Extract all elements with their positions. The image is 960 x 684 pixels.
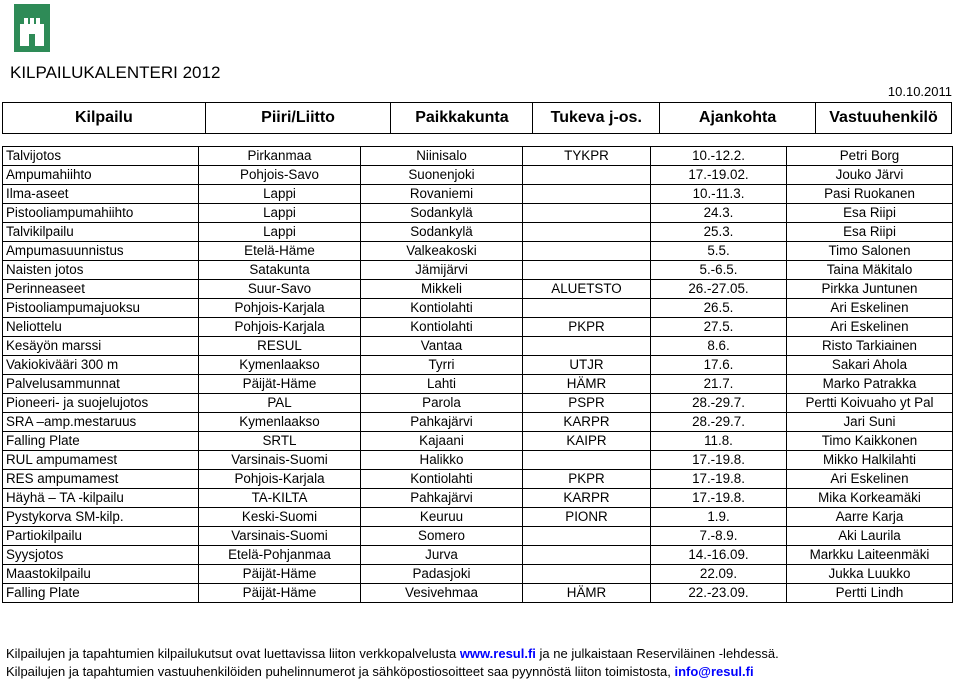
district-cell: Pohjois-Karjala: [199, 470, 361, 489]
location-cell: Somero: [361, 527, 523, 546]
competition-name-cell: Pystykorva SM-kilp.: [3, 508, 199, 527]
column-header-table: [2, 102, 952, 134]
unit-cell: UTJR: [523, 356, 651, 375]
contact-person-cell: Ari Eskelinen: [787, 318, 953, 337]
competition-name-cell: Ilma-aseet: [3, 185, 199, 204]
competition-table: [2, 146, 953, 603]
location-cell: Tyrri: [361, 356, 523, 375]
date-cell: 10.-12.2.: [651, 147, 787, 166]
district-cell: Päijät-Häme: [199, 375, 361, 394]
page-title: KILPAILUKALENTERI 2012: [10, 63, 221, 82]
table-row: [3, 451, 953, 470]
unit-cell: [523, 223, 651, 242]
table-row: [3, 356, 953, 375]
district-cell: Lappi: [199, 185, 361, 204]
date-cell: 17.-19.8.: [651, 451, 787, 470]
table-row: [3, 394, 953, 413]
location-cell: Pahkajärvi: [361, 489, 523, 508]
column-header: Vastuuhenkilö: [816, 103, 952, 134]
unit-cell: KAIPR: [523, 432, 651, 451]
table-row: [3, 166, 953, 185]
table-row: [3, 413, 953, 432]
district-cell: Lappi: [199, 204, 361, 223]
location-cell: Kontiolahti: [361, 318, 523, 337]
location-cell: Kontiolahti: [361, 470, 523, 489]
district-cell: PAL: [199, 394, 361, 413]
footer-note-2: [6, 664, 754, 679]
unit-cell: [523, 527, 651, 546]
date-cell: 5.5.: [651, 242, 787, 261]
date-cell: 11.8.: [651, 432, 787, 451]
table-row: [3, 280, 953, 299]
website-link[interactable]: www.resul.fi: [459, 646, 536, 661]
district-cell: Pohjois-Karjala: [199, 299, 361, 318]
date-cell: 28.-29.7.: [651, 413, 787, 432]
contact-person-cell: Markku Laiteenmäki: [787, 546, 953, 565]
date-cell: 17.-19.02.: [651, 166, 787, 185]
date-cell: 17.-19.8.: [651, 470, 787, 489]
competition-name-cell: Kesäyön marssi: [3, 337, 199, 356]
competition-name-cell: Perinneaseet: [3, 280, 199, 299]
footer-text: Kilpailujen ja tapahtumien kilpailukutsut ovat luettavissa liiton verkkopalvelusta: [6, 646, 460, 661]
competition-name-cell: SRA –amp.mestaruus: [3, 413, 199, 432]
competition-name-cell: Vakiokivääri 300 m: [3, 356, 199, 375]
location-cell: Jämijärvi: [361, 261, 523, 280]
date-cell: 5.-6.5.: [651, 261, 787, 280]
date-cell: 26.-27.05.: [651, 280, 787, 299]
column-header: Paikkakunta: [391, 103, 533, 134]
location-cell: Vesivehmaa: [361, 584, 523, 603]
location-cell: Niinisalo: [361, 147, 523, 166]
unit-cell: PIONR: [523, 508, 651, 527]
footer-note-1: [6, 646, 779, 661]
table-row: [3, 185, 953, 204]
unit-cell: [523, 261, 651, 280]
location-cell: Padasjoki: [361, 565, 523, 584]
unit-cell: [523, 337, 651, 356]
contact-person-cell: Marko Patrakka: [787, 375, 953, 394]
district-cell: Kymenlaakso: [199, 356, 361, 375]
competition-name-cell: Falling Plate: [3, 584, 199, 603]
table-row: [3, 565, 953, 584]
date-cell: 22.09.: [651, 565, 787, 584]
competition-name-cell: Partiokilpailu: [3, 527, 199, 546]
location-cell: Rovaniemi: [361, 185, 523, 204]
location-cell: Parola: [361, 394, 523, 413]
castle-tower-logo: [14, 4, 50, 52]
district-cell: Suur-Savo: [199, 280, 361, 299]
contact-person-cell: Esa Riipi: [787, 223, 953, 242]
competition-name-cell: Talvijotos: [3, 147, 199, 166]
table-row: [3, 242, 953, 261]
date-cell: 27.5.: [651, 318, 787, 337]
competition-table-body: [3, 147, 953, 603]
footer-text: Kilpailujen ja tapahtumien vastuuhenkilöiden puhelinnumerot ja sähköpostiosoitteet saa pyynnöstä liiton toimistosta,: [6, 664, 675, 679]
district-cell: Varsinais-Suomi: [199, 451, 361, 470]
competition-name-cell: Pistooliampumajuoksu: [3, 299, 199, 318]
location-cell: Kontiolahti: [361, 299, 523, 318]
column-header-row: [3, 103, 952, 134]
table-row: [3, 584, 953, 603]
location-cell: Valkeakoski: [361, 242, 523, 261]
unit-cell: [523, 242, 651, 261]
column-header: Ajankohta: [660, 103, 816, 134]
date-cell: 22.-23.09.: [651, 584, 787, 603]
district-cell: Pirkanmaa: [199, 147, 361, 166]
column-header: Piiri/Liitto: [205, 103, 391, 134]
contact-person-cell: Mikko Halkilahti: [787, 451, 953, 470]
contact-person-cell: Taina Mäkitalo: [787, 261, 953, 280]
district-cell: Päijät-Häme: [199, 584, 361, 603]
table-row: [3, 546, 953, 565]
table-row: [3, 527, 953, 546]
date-cell: 7.-8.9.: [651, 527, 787, 546]
contact-person-cell: Sakari Ahola: [787, 356, 953, 375]
location-cell: Sodankylä: [361, 204, 523, 223]
unit-cell: [523, 185, 651, 204]
contact-person-cell: Pirkka Juntunen: [787, 280, 953, 299]
unit-cell: KARPR: [523, 413, 651, 432]
table-row: [3, 147, 953, 166]
location-cell: Lahti: [361, 375, 523, 394]
table-row: [3, 432, 953, 451]
competition-name-cell: Syysjotos: [3, 546, 199, 565]
district-cell: Satakunta: [199, 261, 361, 280]
unit-cell: TYKPR: [523, 147, 651, 166]
competition-name-cell: Naisten jotos: [3, 261, 199, 280]
table-row: [3, 375, 953, 394]
column-header: Kilpailu: [3, 103, 206, 134]
district-cell: Pohjois-Karjala: [199, 318, 361, 337]
competition-name-cell: Maastokilpailu: [3, 565, 199, 584]
contact-person-cell: Jouko Järvi: [787, 166, 953, 185]
location-cell: Vantaa: [361, 337, 523, 356]
district-cell: Etelä-Pohjanmaa: [199, 546, 361, 565]
document-date: 10.10.2011: [887, 84, 952, 99]
location-cell: Keuruu: [361, 508, 523, 527]
contact-person-cell: Timo Kaikkonen: [787, 432, 953, 451]
unit-cell: KARPR: [523, 489, 651, 508]
date-cell: 28.-29.7.: [651, 394, 787, 413]
column-header: Tukeva j-os.: [533, 103, 660, 134]
district-cell: SRTL: [199, 432, 361, 451]
location-cell: Mikkeli: [361, 280, 523, 299]
table-row: [3, 470, 953, 489]
unit-cell: [523, 299, 651, 318]
district-cell: Kymenlaakso: [199, 413, 361, 432]
date-cell: 17.6.: [651, 356, 787, 375]
location-cell: Jurva: [361, 546, 523, 565]
district-cell: RESUL: [199, 337, 361, 356]
competition-name-cell: RUL ampumamest: [3, 451, 199, 470]
table-row: [3, 299, 953, 318]
contact-person-cell: Pertti Koivuaho yt Pal: [787, 394, 953, 413]
competition-name-cell: Neliottelu: [3, 318, 199, 337]
date-cell: 26.5.: [651, 299, 787, 318]
date-cell: 1.9.: [651, 508, 787, 527]
contact-person-cell: Timo Salonen: [787, 242, 953, 261]
district-cell: Pohjois-Savo: [199, 166, 361, 185]
competition-name-cell: Häyhä – TA -kilpailu: [3, 489, 199, 508]
date-cell: 21.7.: [651, 375, 787, 394]
district-cell: Etelä-Häme: [199, 242, 361, 261]
table-row: [3, 337, 953, 356]
location-cell: Sodankylä: [361, 223, 523, 242]
location-cell: Suonenjoki: [361, 166, 523, 185]
contact-person-cell: Petri Borg: [787, 147, 953, 166]
table-row: [3, 318, 953, 337]
footer-text: ja ne julkaistaan Reserviläinen -lehdessä.: [535, 646, 779, 661]
district-cell: Keski-Suomi: [199, 508, 361, 527]
date-cell: 8.6.: [651, 337, 787, 356]
unit-cell: PKPR: [523, 318, 651, 337]
table-row: [3, 223, 953, 242]
contact-person-cell: Ari Eskelinen: [787, 299, 953, 318]
district-cell: Lappi: [199, 223, 361, 242]
date-cell: 17.-19.8.: [651, 489, 787, 508]
competition-name-cell: Ampumahiihto: [3, 166, 199, 185]
unit-cell: [523, 166, 651, 185]
table-row: [3, 489, 953, 508]
unit-cell: [523, 565, 651, 584]
location-cell: Halikko: [361, 451, 523, 470]
contact-person-cell: Jukka Luukko: [787, 565, 953, 584]
contact-person-cell: Pasi Ruokanen: [787, 185, 953, 204]
unit-cell: HÄMR: [523, 584, 651, 603]
unit-cell: PKPR: [523, 470, 651, 489]
competition-name-cell: Talvikilpailu: [3, 223, 199, 242]
table-row: [3, 204, 953, 223]
contact-person-cell: Risto Tarkiainen: [787, 337, 953, 356]
location-cell: Pahkajärvi: [361, 413, 523, 432]
contact-person-cell: Esa Riipi: [787, 204, 953, 223]
date-cell: 24.3.: [651, 204, 787, 223]
contact-person-cell: Jari Suni: [787, 413, 953, 432]
competition-name-cell: Pistooliampumahiihto: [3, 204, 199, 223]
competition-name-cell: Palvelusammunnat: [3, 375, 199, 394]
unit-cell: ALUETSTO: [523, 280, 651, 299]
date-cell: 14.-16.09.: [651, 546, 787, 565]
competition-name-cell: Falling Plate: [3, 432, 199, 451]
competition-name-cell: Ampumasuunnistus: [3, 242, 199, 261]
contact-person-cell: Mika Korkeamäki: [787, 489, 953, 508]
date-cell: 10.-11.3.: [651, 185, 787, 204]
contact-person-cell: Pertti Lindh: [787, 584, 953, 603]
contact-person-cell: Ari Eskelinen: [787, 470, 953, 489]
district-cell: Varsinais-Suomi: [199, 527, 361, 546]
district-cell: Päijät-Häme: [199, 565, 361, 584]
location-cell: Kajaani: [361, 432, 523, 451]
table-row: [3, 508, 953, 527]
contact-person-cell: Aki Laurila: [787, 527, 953, 546]
unit-cell: HÄMR: [523, 375, 651, 394]
unit-cell: [523, 546, 651, 565]
contact-person-cell: Aarre Karja: [787, 508, 953, 527]
competition-name-cell: RES ampumamest: [3, 470, 199, 489]
email-link[interactable]: info@resul.fi: [674, 664, 754, 679]
unit-cell: PSPR: [523, 394, 651, 413]
unit-cell: [523, 204, 651, 223]
unit-cell: [523, 451, 651, 470]
competition-name-cell: Pioneeri- ja suojelujotos: [3, 394, 199, 413]
table-row: [3, 261, 953, 280]
district-cell: TA-KILTA: [199, 489, 361, 508]
date-cell: 25.3.: [651, 223, 787, 242]
